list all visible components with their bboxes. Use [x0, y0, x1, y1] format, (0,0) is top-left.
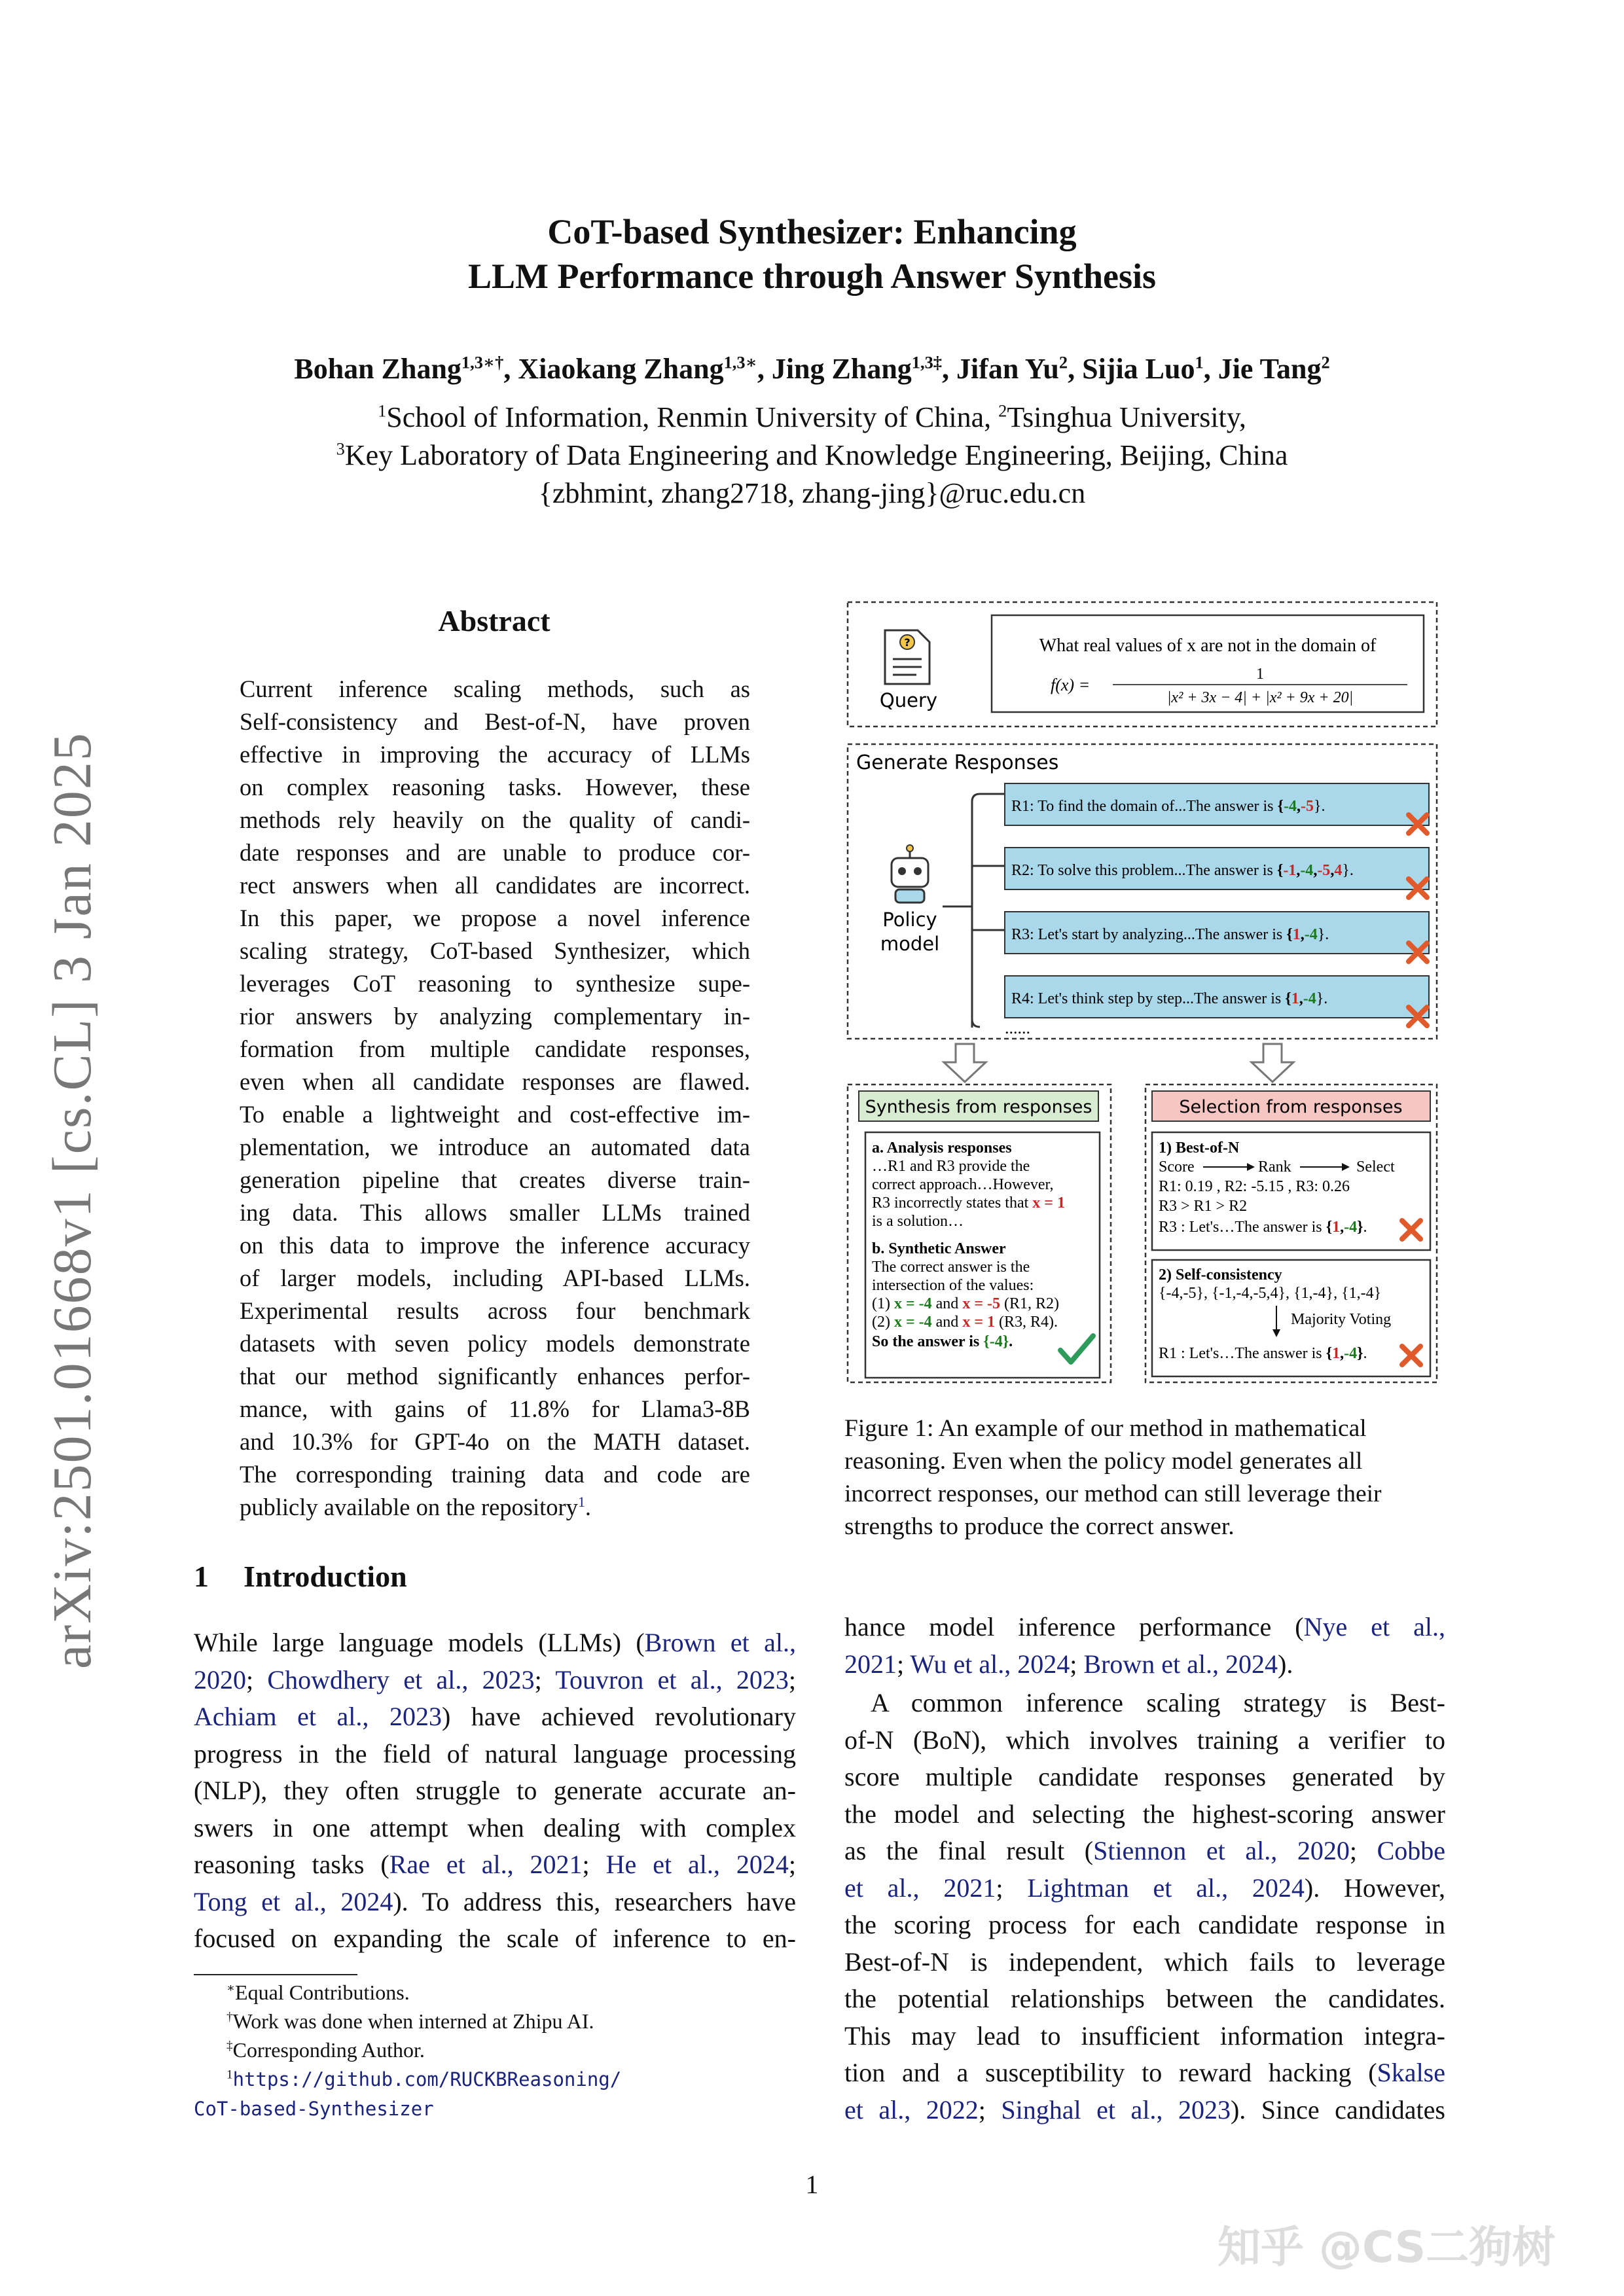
synthesis-b-line-1: The correct answer is the: [872, 1259, 1030, 1276]
down-arrow-synthesis: [944, 1044, 986, 1082]
abstract-line: Self-consistency and Best-of-N, have proven: [240, 708, 750, 735]
synthesis-a-line-3: R3 incorrectly states that x = 1: [872, 1194, 1065, 1211]
footnote-rule: [194, 1974, 357, 1975]
author-name: Jifan Yu: [956, 353, 1059, 385]
affiliation-line-1: $^1$School of Information, Renmin University of China, $^2$Tsinghua University,: [378, 401, 1246, 433]
synthesis-final-answer: So the answer is {-4}.: [872, 1333, 1013, 1350]
synthesis-title: Synthesis from responses: [865, 1097, 1092, 1117]
author-emails: {zbhmint, zhang2718, zhang-jing}@ruc.edu.cn: [538, 477, 1086, 509]
text-line: 2021; Wu et al., 2024; Brown et al., 2024).: [844, 1649, 1293, 1679]
abstract-line: rect answers when all candidates are incorrect.: [240, 872, 750, 899]
author-name: Sijia Luo: [1082, 353, 1195, 385]
citation-link[interactable]: Chowdhery et al., 2023: [267, 1664, 535, 1695]
text-line: reasoning tasks (Rae et al., 2021; He et al., 2024;: [194, 1850, 797, 1879]
down-arrow-selection: [1252, 1044, 1293, 1082]
citation-link[interactable]: Stiennon et al., 2020: [1093, 1836, 1350, 1865]
citation-link[interactable]: Brown et al.,: [644, 1628, 797, 1657]
bon-select-label: Select: [1356, 1158, 1395, 1175]
abstract-body: [240, 673, 750, 1524]
text-line: swers in one attempt when dealing with complex: [194, 1812, 796, 1842]
section-heading-introduction: 1 Introduction: [194, 1560, 407, 1593]
abstract-line: date responses and are unable to produce cor-: [240, 839, 750, 866]
text-line: While large language models (LLMs) (Brown et al.,: [194, 1628, 797, 1657]
abstract-line: even when all candidate responses are flawed.: [240, 1068, 750, 1095]
abstract-line: that our method significantly enhances perfor-: [240, 1363, 750, 1390]
citation-link[interactable]: He et al., 2024: [605, 1850, 789, 1879]
abstract-line: on complex reasoning tasks. However, these: [240, 774, 750, 800]
text-line: Tong et al., 2024). To address this, researchers have: [194, 1886, 796, 1916]
best-of-n-title: 1) Best-of-N: [1159, 1139, 1240, 1157]
abstract-line: formation from multiple candidate responses,: [240, 1035, 750, 1062]
author-list: Bohan Zhang$^{1,3∗\dagger}$, Xiaokang Zhang$^{1,3∗}$, Jing Zhang$^{1,3\ddagger}$, Jifan Yu$^2$, Sijia Luo$^1$, Jie Tang$^2$: [294, 352, 1330, 385]
bon-score-label: Score: [1159, 1158, 1195, 1175]
formula-lhs: f(x) =: [1051, 675, 1091, 694]
abstract-line: publicly available on the repository$^1$.: [240, 1493, 592, 1520]
text-line: hance model inference performance (Nye et al.,: [844, 1612, 1446, 1641]
citation-link[interactable]: Achiam et al., 2023: [194, 1702, 442, 1731]
question-text: What real values of x are not in the domain of: [1039, 636, 1377, 656]
footnote: ‡Corresponding Author.: [226, 2038, 425, 2062]
figure-1: [844, 599, 1447, 1384]
response-text: R2: To solve this problem...The answer is {-1,-4,-5,4}.: [1011, 862, 1354, 879]
response-text: R4: Let's think step by step...The answer is {1,-4}.: [1011, 990, 1328, 1007]
synthesis-a-line-1: …R1 and R3 provide the: [872, 1158, 1030, 1175]
text-line: the scoring process for each candidate response in: [844, 1910, 1445, 1939]
citation-link[interactable]: Rae et al., 2021: [389, 1850, 583, 1879]
policy-label-2: model: [880, 933, 940, 955]
text-line: progress in the field of natural language processing: [194, 1738, 796, 1768]
query-label: Query: [879, 689, 938, 711]
abstract-line: effective in improving the accuracy of LLMs: [240, 741, 750, 768]
abstract-line: methods rely heavily on the quality of candi-: [240, 806, 750, 833]
text-line: focused on expanding the scale of inference to en-: [194, 1924, 796, 1953]
text-line: tion and a susceptibility to reward hacking (Skalse: [844, 2058, 1445, 2087]
author-affiliation-marker: 1: [1195, 352, 1204, 372]
text-line: Achiam et al., 2023) have achieved revolutionary: [194, 1702, 796, 1731]
text-line: et al., 2021; Lightman et al., 2024). However,: [844, 1873, 1445, 1903]
abstract-line: and 10.3% for GPT-4o on the MATH dataset.: [240, 1428, 750, 1455]
text-line: of-N (BoN), which involves training a verifier to: [844, 1725, 1445, 1755]
citation-link[interactable]: Tong et al., 2024: [194, 1886, 393, 1916]
synthesis-a-line-4: is a solution…: [872, 1213, 964, 1230]
abstract-line: of larger models, including API-based LLMs.: [240, 1265, 750, 1291]
abstract-line: Current inference scaling methods, such as: [240, 675, 750, 702]
self-consistency-title: 2) Self-consistency: [1159, 1266, 1282, 1283]
text-line: et al., 2022; Singhal et al., 2023). Since candidates: [844, 2094, 1445, 2125]
svg-text:?: ?: [904, 636, 911, 649]
text-line: 2020; Chowdhery et al., 2023; Touvron et al., 2023;: [194, 1664, 797, 1695]
responses-ellipsis: ......: [1005, 1018, 1030, 1037]
author-name: Bohan Zhang: [294, 353, 461, 385]
citation-link[interactable]: Skalse: [1377, 2058, 1445, 2087]
citation-link[interactable]: Wu et al., 2024: [910, 1649, 1070, 1679]
query-document-icon: [885, 630, 929, 684]
bon-scores: R1: 0.19 , R2: -5.15 , R3: 0.26: [1159, 1178, 1350, 1195]
abstract-line: In this paper, we propose a novel inference: [240, 905, 750, 931]
citation-link[interactable]: Nye et al.,: [1303, 1612, 1446, 1641]
citation-link[interactable]: et al., 2022: [844, 2094, 979, 2125]
abstract-line: datasets with seven policy models demonstrate: [240, 1330, 750, 1357]
author-name: Xiaokang Zhang: [518, 353, 724, 385]
paper-title: CoT-based Synthesizer: Enhancing LLM Performance through Answer Synthesis: [468, 212, 1156, 296]
citation-link[interactable]: 2021: [844, 1649, 897, 1679]
footnotes: [194, 1978, 783, 2123]
synthesis-a-line-2: correct approach…However,: [872, 1176, 1054, 1193]
synthesis-b-line-4: (2) x = -4 and x = 1 (R3, R4).: [872, 1314, 1058, 1331]
citation-link[interactable]: Lightman et al., 2024: [1027, 1873, 1305, 1903]
sc-sets: {-4,-5}, {-1,-4,-5,4}, {1,-4}, {1,-4}: [1159, 1285, 1382, 1302]
abstract-line: To enable a lightweight and cost-effective im-: [240, 1101, 750, 1128]
text-line: the potential relationships between the candidates.: [844, 1984, 1445, 2013]
author-name: Jie Tang: [1218, 353, 1322, 385]
watermark: 知乎 @CS二狗树: [1218, 2222, 1556, 2272]
text-line: the model and selecting the highest-scoring answer: [844, 1799, 1445, 1829]
footnote-url[interactable]: $^1$https://github.com/RUCKBReasoning/ CoT-based-Synthesizer: [194, 2068, 622, 2120]
author-affiliation-marker: 1,3∗: [723, 352, 757, 372]
affiliation-line-2: $^3$Key Laboratory of Data Engineering and Knowledge Engineering, Beijing, China: [336, 439, 1288, 471]
abstract-line: plementation, we introduce an automated data: [240, 1134, 750, 1160]
generate-responses-title: Generate Responses: [856, 751, 1059, 774]
bon-rank-label: Rank: [1258, 1158, 1291, 1175]
text-line: Best-of-N is independent, which fails to leverage: [844, 1946, 1445, 1977]
abstract-line: ing data. This allows smaller LLMs trained: [240, 1199, 750, 1226]
page-number: 1: [805, 2170, 819, 2199]
formula-denominator: |x² + 3x − 4| + |x² + 9x + 20|: [1166, 689, 1354, 706]
synthesis-b-line-3: (1) x = -4 and x = -5 (R1, R2): [872, 1295, 1059, 1312]
synthesis-a-title: a. Analysis responses: [872, 1139, 1012, 1157]
intro-right-paragraph-2: [844, 1685, 1445, 2128]
response-text: R1: To find the domain of...The answer is {-4,-5}.: [1011, 798, 1326, 815]
citation-link[interactable]: Cobbe: [1377, 1836, 1445, 1865]
bon-order: R3 > R1 > R2: [1159, 1198, 1248, 1215]
author-affiliation-marker: 1,3‡: [911, 352, 942, 372]
abstract-line: scaling strategy, CoT-based Synthesizer, which: [240, 937, 750, 964]
abstract-line: The corresponding training data and code are: [240, 1461, 750, 1488]
synthesis-b-title: b. Synthetic Answer: [872, 1240, 1006, 1257]
policy-label-1: Policy: [882, 908, 937, 931]
abstract-line: on this data to improve the inference accuracy: [240, 1232, 750, 1259]
citation-link[interactable]: Touvron et al., 2023: [555, 1664, 789, 1695]
abstract-line: generation pipeline that creates diverse train-: [240, 1166, 750, 1193]
text-line: (NLP), they often struggle to generate accurate an-: [194, 1776, 796, 1805]
footnote: †Work was done when interned at Zhipu AI.: [226, 2009, 594, 2033]
abstract-line: rior answers by analyzing complementary in-: [240, 1003, 750, 1030]
citation-link[interactable]: 2020: [194, 1664, 246, 1695]
abstract-line: Experimental results across four benchmark: [240, 1297, 750, 1324]
synthesis-b-line-2: intersection of the values:: [872, 1277, 1034, 1294]
sc-answer: R1 : Let's…The answer is {1,-4}.: [1159, 1345, 1367, 1362]
footnote: ∗Equal Contributions.: [226, 1981, 410, 2004]
citation-link[interactable]: et al., 2021: [844, 1873, 996, 1903]
arxiv-identifier: arXiv:2501.01668v1 [cs.CL] 3 Jan 2025: [42, 732, 103, 1669]
text-line: as the final result (Stiennon et al., 2020; Cobbe: [844, 1836, 1445, 1865]
text-line: A common inference scaling strategy is Best-: [871, 1688, 1445, 1717]
citation-link[interactable]: Brown et al., 2024: [1083, 1649, 1278, 1679]
intro-right-column: [844, 1609, 1445, 1683]
response-text: R3: Let's start by analyzing...The answer is {1,-4}.: [1011, 926, 1329, 943]
robot-icon: [892, 845, 928, 903]
text-line: This may lead to insufficient information integra-: [844, 2020, 1445, 2051]
author-affiliation-marker: 2: [1058, 352, 1068, 372]
abstract-line: leverages CoT reasoning to synthesize supe-: [240, 970, 750, 997]
author-affiliation-marker: 2: [1321, 352, 1330, 372]
formula-numerator: 1: [1256, 666, 1264, 683]
bon-answer: R3 : Let's…The answer is {1,-4}.: [1159, 1219, 1367, 1236]
author-affiliation-marker: 1,3∗†: [461, 352, 504, 372]
abstract-line: mance, with gains of 11.8% for Llama3-8B: [240, 1395, 750, 1422]
sc-vote-label: Majority Voting: [1291, 1311, 1392, 1328]
intro-left-column: [194, 1624, 796, 1958]
citation-link[interactable]: Singhal et al., 2023: [1001, 2094, 1231, 2125]
figure-caption: Figure 1: An example of our method in mathematical reasoning. Even when the policy model generates all incorrect responses, our method can still leverage their strengths to produce the correct answer.: [844, 1415, 1382, 1540]
abstract-heading: Abstract: [438, 604, 550, 637]
author-name: Jing Zhang: [771, 353, 912, 385]
text-line: score multiple candidate responses generated by: [844, 1762, 1445, 1791]
selection-title: Selection from responses: [1179, 1097, 1403, 1117]
